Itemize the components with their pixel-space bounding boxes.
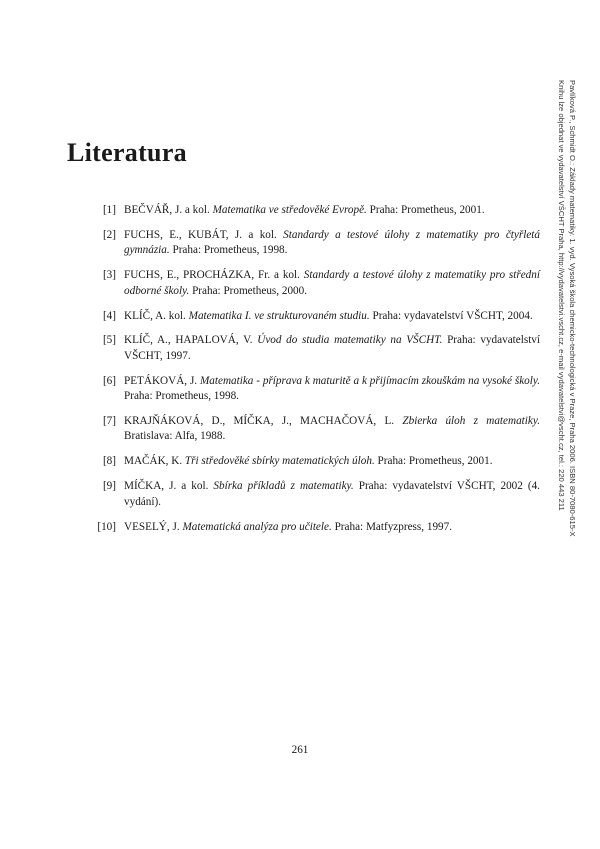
reference-item (84, 520, 540, 535)
reference-title: Zbierka úloh z matematiky. (402, 415, 541, 428)
vertical-copyright-note (549, 80, 589, 640)
reference-item (84, 268, 540, 299)
reference-title: Matematická analýza pro učitele. (182, 520, 332, 533)
reference-title: Matematika I. ve strukturovaném studiu. (188, 309, 370, 322)
reference-publisher: Bratislava: Alfa, 1988. (124, 430, 226, 443)
reference-authors: MAČÁK, K. (124, 455, 185, 468)
reference-item (84, 414, 540, 445)
reference-publisher: Praha: vydavatelství VŠCHT, 2002 (4. vydání). (124, 480, 540, 508)
reference-number: [8] (102, 455, 116, 468)
reference-number: [7] (102, 415, 116, 428)
reference-number: [5] (102, 334, 116, 347)
reference-title: Sbírka příkladů z matematiky. (213, 480, 354, 493)
reference-authors: FUCHS, E., PROCHÁZKA, Fr. a kol. (124, 269, 304, 282)
reference-publisher: Praha: Prometheus, 2000. (189, 284, 308, 297)
page-number: 261 (291, 744, 309, 756)
reference-list (84, 203, 540, 545)
reference-title: Úvod do studia matematiky na VŠCHT. (257, 334, 443, 347)
reference-item (84, 333, 540, 364)
reference-number: [2] (102, 228, 116, 241)
reference-publisher: Praha: Prometheus, 2001. (374, 455, 493, 468)
reference-authors: VESELÝ, J. (124, 520, 183, 533)
ordering-info-line: Knihu lze objednat ve vydavatelství VŠCHT Praha, http://vydavatelstvi.vscht.cz, e-mail vydavatelstvi@vscht.cz, tel.: 220 443 211 (557, 80, 566, 511)
reference-publisher: Praha: Prometheus, 1998. (169, 244, 288, 257)
reference-publisher: Praha: vydavatelství VŠCHT, 1997. (124, 334, 541, 362)
reference-authors: BEČVÁŘ, J. a kol. (124, 204, 213, 216)
page-title: Literatura (67, 138, 187, 167)
reference-item (84, 309, 540, 324)
reference-number: [6] (102, 374, 116, 387)
reference-item (84, 228, 540, 259)
reference-title: Matematika - příprava k maturitě a k přijímacím zkouškám na vysoké školy. (199, 374, 541, 387)
reference-authors: KLÍČ, A., HAPALOVÁ, V. (124, 334, 258, 347)
reference-number: [3] (102, 269, 116, 282)
reference-title: Tři středověké sbírky matematických úloh. (184, 455, 375, 468)
reference-item (84, 374, 540, 405)
reference-publisher: Praha: vydavatelství VŠCHT, 2004. (369, 309, 533, 322)
reference-publisher: Praha: Prometheus, 2001. (366, 204, 485, 216)
reference-publisher: Praha: Matfyzpress, 1997. (331, 520, 453, 533)
reference-item (84, 454, 540, 469)
reference-publisher: Praha: Prometheus, 1998. (124, 390, 239, 403)
reference-item (84, 479, 540, 510)
reference-number: [4] (102, 309, 116, 322)
reference-number: [1] (102, 204, 116, 216)
copyright-line: Pavlíková P., Schmidt O.: Základy matematiky. 1. vyd. Vysoká škola chemicko-technologická v Praze, Praha 2006. ISBN 80-7080-615-X (568, 80, 577, 537)
reference-title: Standardy a testové úlohy z matematiky pro střední odborné školy. (124, 269, 540, 297)
reference-authors: FUCHS, E., KUBÁT, J. a kol. (124, 228, 284, 241)
reference-item (84, 203, 540, 218)
reference-authors: KRAJŇÁKOVÁ, D., MÍČKA, J., MACHAČOVÁ, L. (124, 415, 403, 428)
reference-authors: PETÁKOVÁ, J. (124, 374, 200, 387)
reference-number: [9] (102, 480, 116, 493)
reference-authors: KLÍČ, A. kol. (124, 309, 189, 322)
reference-authors: MÍČKA, J. a kol. (124, 480, 214, 493)
reference-title: Matematika ve středověké Evropě. (212, 204, 367, 216)
reference-title: Standardy a testové úlohy z matematiky pro čtyřletá gymnázia. (124, 228, 540, 257)
reference-number: [10] (97, 520, 116, 533)
